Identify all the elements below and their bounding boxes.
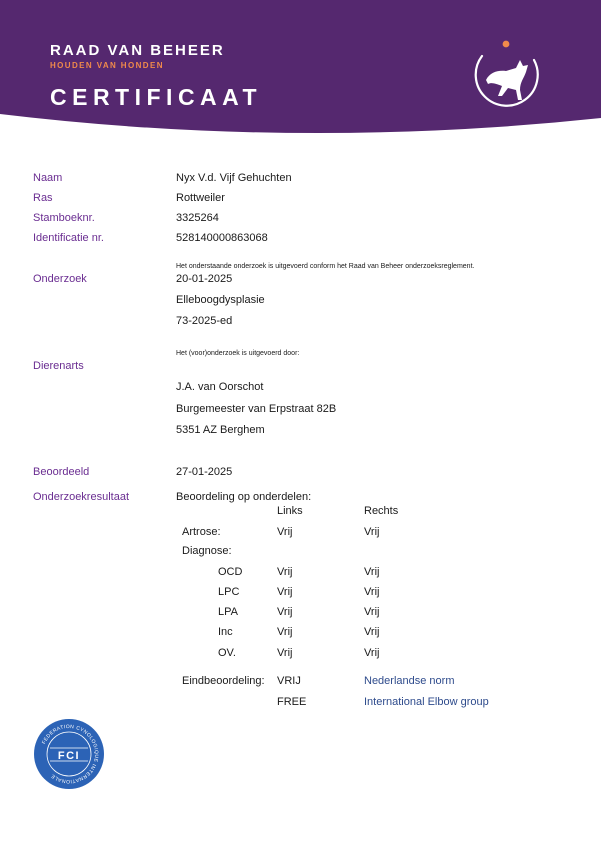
international-norm-label: International Elbow group [364,696,489,708]
ov-right: Vrij [364,647,380,659]
assessed-label: Beoordeeld [33,466,90,478]
ov-left: Vrij [277,647,293,659]
column-right-header: Rechts [364,505,399,517]
lpc-left: Vrij [277,586,293,598]
fci-seal-icon [33,718,105,790]
diagnosis-label: Diagnose: [182,545,232,557]
final-assessment-int: FREE [277,696,307,708]
inc-right: Vrij [364,626,380,638]
final-assessment-nl: VRIJ [277,675,301,687]
lpc-label: LPC [218,586,240,598]
lpa-right: Vrij [364,606,380,618]
brand-tagline: HOUDEN VAN HONDEN [50,61,164,70]
certificate-header [0,0,601,140]
assessed-date: 27-01-2025 [176,466,233,478]
dog-breed: Rottweiler [176,192,225,204]
exam-type: Elleboogdysplasie [176,294,265,306]
exam-label: Onderzoek [33,273,87,285]
exam-code: 73-2025-ed [176,315,233,327]
fci-letters: FCI [57,750,81,762]
vet-note: Het (voor)onderzoek is uitgevoerd door: [176,350,300,357]
studbook-label: Stamboeknr. [33,212,95,224]
dutch-norm-label: Nederlandse norm [364,675,455,687]
identification-number: 528140000863068 [176,232,268,244]
vet-name: J.A. van Oorschot [176,381,264,393]
identification-label: Identificatie nr. [33,232,104,244]
ov-label: OV. [218,647,236,659]
breed-label: Ras [33,192,53,204]
arthrosis-left: Vrij [277,526,293,538]
column-left-header: Links [277,505,303,517]
ocd-left: Vrij [277,566,293,578]
exam-note: Het onderstaande onderzoek is uitgevoerd conform het Raad van Beheer onderzoeksreglement. [176,263,475,270]
inc-left: Vrij [277,626,293,638]
dog-logo-icon [468,38,544,110]
brand-name: RAAD VAN BEHEER [50,42,225,59]
lpc-right: Vrij [364,586,380,598]
fci-ring-text: FEDERATION CYNOLOGIQUE INTERNATIONALE [41,723,100,785]
lpa-label: LPA [218,606,238,618]
dog-name: Nyx V.d. Vijf Gehuchten [176,172,292,184]
result-heading: Beoordeling op onderdelen: [176,491,312,503]
studbook-number: 3325264 [176,212,219,224]
arthrosis-label: Artrose: [182,526,221,538]
inc-label: Inc [218,626,233,638]
name-label: Naam [33,172,63,184]
vet-city: 5351 AZ Berghem [176,424,265,436]
arthrosis-right: Vrij [364,526,380,538]
ocd-right: Vrij [364,566,380,578]
vet-label: Dierenarts [33,360,84,372]
final-assessment-label: Eindbeoordeling: [182,675,265,687]
exam-date: 20-01-2025 [176,273,233,285]
lpa-left: Vrij [277,606,293,618]
result-label: Onderzoekresultaat [33,491,129,503]
vet-street: Burgemeester van Erpstraat 82B [176,403,337,415]
ocd-label: OCD [218,566,243,578]
certificate-title: CERTIFICAAT [50,84,263,110]
